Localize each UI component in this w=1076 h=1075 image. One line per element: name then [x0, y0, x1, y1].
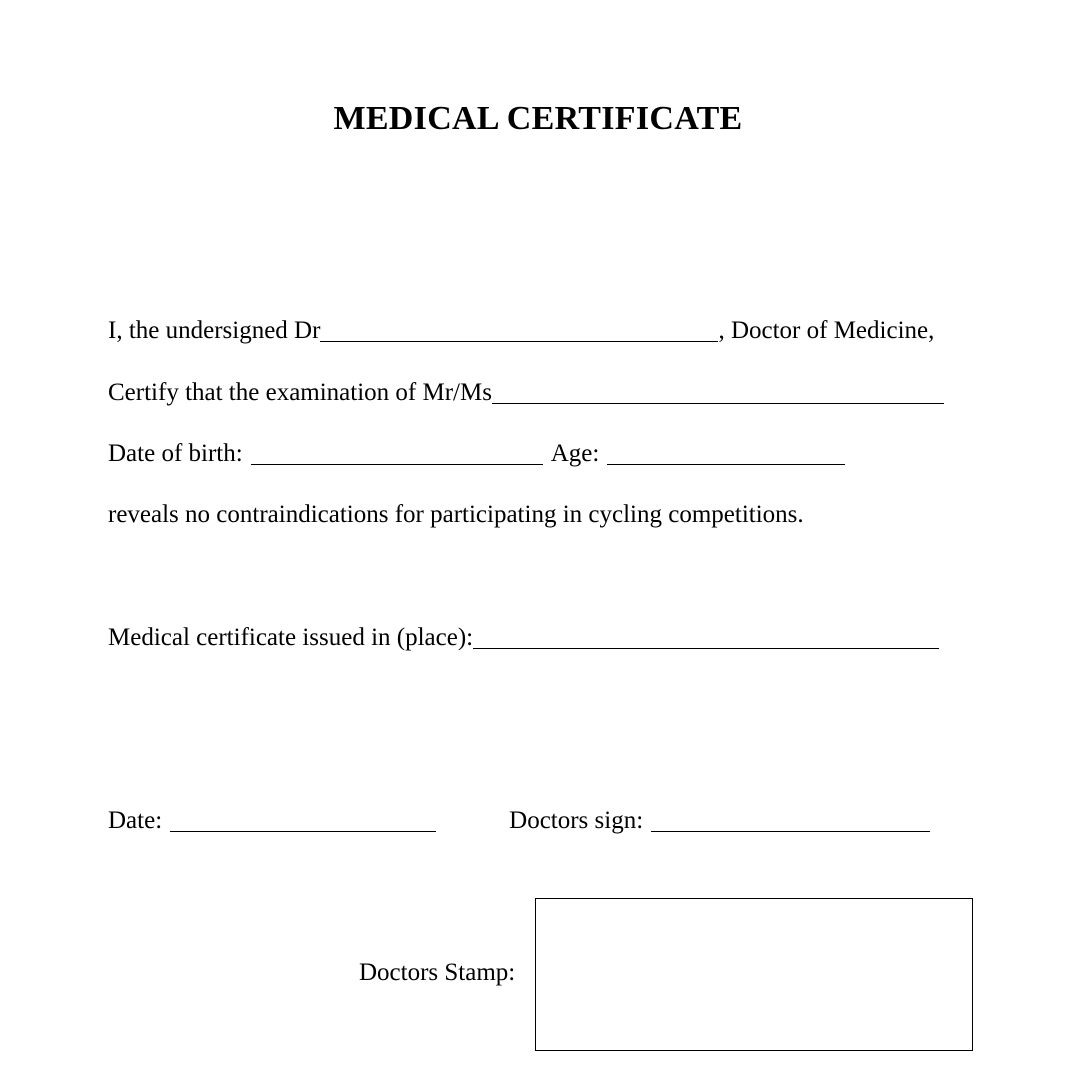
signature-field[interactable] — [651, 809, 930, 832]
date-label: Date: — [108, 807, 163, 834]
stamp-box[interactable] — [535, 898, 973, 1051]
doctor-name-label: I, the undersigned Dr — [108, 317, 321, 344]
doctor-title-text: , Doctor of Medicine, — [718, 317, 935, 344]
statement-text: reveals no contraindications for participating in cycling competitions. — [108, 501, 804, 528]
patient-name-field[interactable] — [492, 381, 944, 404]
place-field[interactable] — [473, 626, 939, 649]
place-label: Medical certificate issued in (place): — [108, 624, 474, 651]
sign-label: Doctors sign: — [509, 807, 644, 834]
patient-name-line — [108, 378, 944, 408]
dob-age-line — [108, 439, 845, 469]
doctor-name-line — [108, 316, 934, 346]
dob-label: Date of birth: — [108, 440, 243, 467]
place-line — [108, 623, 939, 653]
page-title: MEDICAL CERTIFICATE — [333, 100, 743, 137]
dob-field[interactable] — [251, 442, 543, 465]
patient-name-label: Certify that the examination of Mr/Ms — [108, 379, 492, 406]
date-field[interactable] — [170, 809, 436, 832]
statement-line — [108, 500, 804, 530]
doctor-name-field[interactable] — [320, 319, 718, 342]
age-label: Age: — [550, 440, 600, 467]
age-field[interactable] — [607, 442, 845, 465]
date-sign-line — [108, 806, 930, 836]
stamp-label: Doctors Stamp: — [359, 959, 516, 986]
